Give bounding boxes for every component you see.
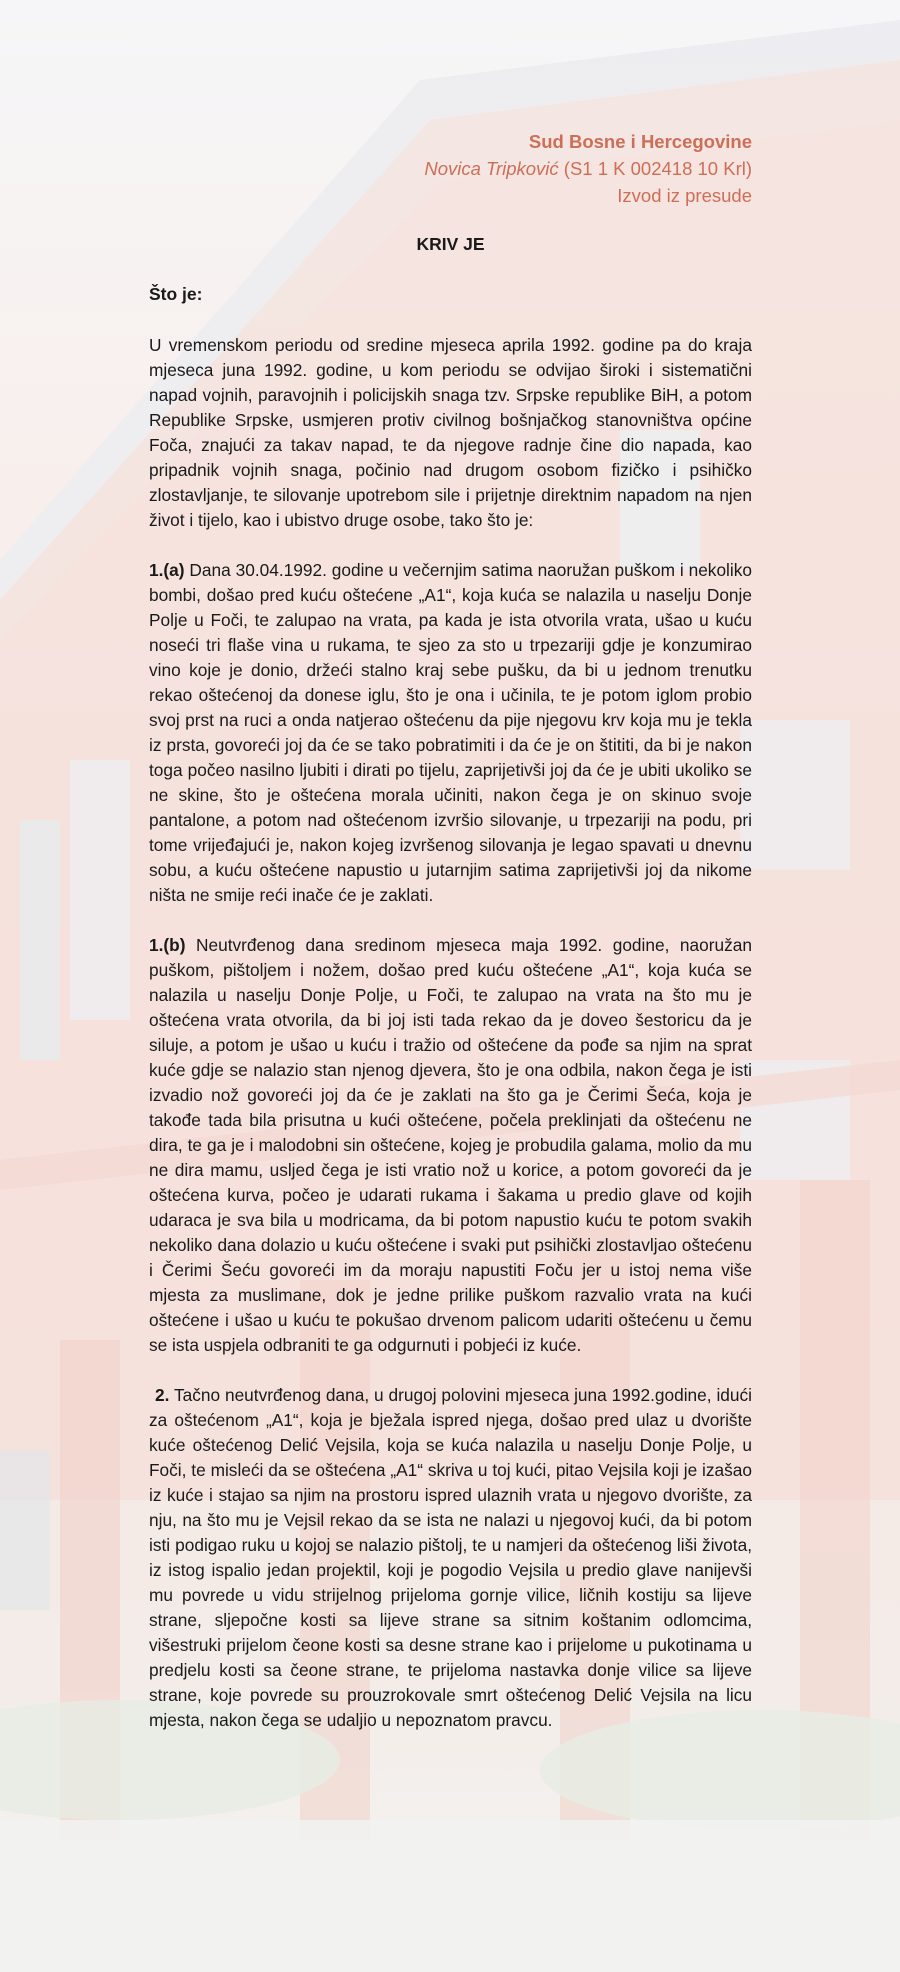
count-1b-text: Neutvrđenog dana sredinom mjeseca maja 1992. godine, naoružan puškom, pištoljem i nožem, došao pred kuću oštećene „A1“, koja kuća se nalazila u naselju Donje Polje, u Foči, te zalupao na vrata na što mu je oštećena vrata otvorila, da bi joj isti tada rekao da je doveo šestoricu da je siluje, a potom je ušao u kuću i tražio od oštećene da pođe sa njim na sprat kuće gdje se nalazio stan njenog djevera, što je ona odbila, nakon čega je isti izvadio nož govoreći joj da će je zaklati na što ga je Čerimi Šeća, koja je takođe tada bila prisutna u kući oštećene, počela preklinjati da oštećenu ne dira, te ga je i malodobni sin oštećene, kojeg je probudila galama, molio da mu ne dira mamu, usljed čega je isti vratio nož u korice, a potom govoreći da je oštećena kurva, počeo je udarati rukama i šakama u predio glave od kojih udaraca je sva bila u modricama, da bi potom napustio kuću te potom svakih nekoliko dana dolazio u kuću oštećene i svaki put psihički zlostavljao oštećenu i Čerimi Šeću govoreći im da moraju napustiti Foču jer u istoj nema više mjesta za muslimane, dok je jedne prilike puškom razvalio vrata na kući oštećene i ušao u kuću te pokušao drvenom palicom udariti oštećenu u čemu se ista uspjela odbraniti te ga odgurnuti i pobjeći iz kuće.: [149, 935, 752, 1355]
intro-label: Što je:: [149, 284, 203, 304]
case-number: (S1 1 K 002418 10 Krl): [563, 158, 752, 179]
count-1a-label: 1.(a): [149, 560, 185, 580]
count-1a-text: Dana 30.04.1992. godine u večernjim satima naoružan puškom i nekoliko bombi, došao pred kuću oštećene „A1“, koja kuća se nalazila u naselju Donje Polje u Foči, te zalupao na vrata, pa kada je ista otvorila vrata, ušao u kuću noseći tri flaše vina u rukama, te sjeo za sto u trpezariji gdje je konzumirao vino koje je donio, držeći stalno kraj sebe pušku, da bi u jednom trenutku rekao oštećenoj da donese iglu, što je ona i učinila, te je potom iglom probio svoj prst na ruci a onda natjerao oštećenu da pije njegovu krv koja mu je tekla iz prsta, govoreći joj da će se tako pobratimiti i da će je on štititi, da bi je nakon toga počeo nasilno ljubiti i dirati po tijelu, zaprijetivši joj da će je ubiti ukoliko se ne skine, što je oštećena morala učiniti, nakon čega je on skinuo svoje pantalone, a potom nad oštećenom izvršio silovanje, u trpezariji na podu, pri tome vrijeđajući je, nakon kojeg izvršenog silovanja je legao spavati u dnevnu sobu, a kuću oštećene napustio u jutarnjim satima zaprijetivši joj da nikome ništa ne smije reći inače će je zaklati.: [149, 560, 752, 905]
intro-paragraph: U vremenskom periodu od sredine mjeseca aprila 1992. godine pa do kraja mjeseca juna 1992. godine, u kom periodu se odvijao široki i sistematični napad vojnih, paravojnih i policijskih snaga tzv. Srpske republike BiH, a potom Republike Srpske, usmjeren protiv civilnog bošnjačkog stanovništva općine Foča, znajući za takav napad, te da njegove radnje čine dio napada, kao pripadnik vojnih snaga, počinio nad drugom osobom fizičko i psihičko zlostavljanje, te silovanje upotrebom sile i prijetnje direktnim napadom na njen život i tijelo, kao i ubistvo druge osobe, tako što je:: [149, 335, 752, 530]
court-header: [424, 128, 752, 209]
verdict-body: [149, 333, 752, 1758]
count-2-paragraph: [149, 1383, 752, 1733]
case-line: [424, 155, 752, 182]
count-1b-label: 1.(b): [149, 935, 186, 955]
count-2-label: 2.: [155, 1385, 170, 1405]
count-2-text: Tačno neutvrđenog dana, u drugoj polovini mjeseca juna 1992.godine, idući za oštećenom „A1“, koja je bježala ispred njega, došao pred ulaz u dvorište kuće oštećenog Delić Vejsila, koja se kuća nalazila u naselju Donje Polje, u Foči, te misleći da se oštećena „A1“ skriva u toj kući, pitao Vejsila koji je izašao iz kuće i stajao sa njim na prostoru ispred ulaznih vrata u njegovo dvorište, za nju, na što mu je Vejsil rekao da se ista ne nalazi u njegovoj kući, da bi potom isti podigao ruku u kojoj se nalazio pištolj, te u namjeri da oštećenog liši života, iz istog ispalio jedan projektil, koji je pogodio Vejsila u predio glave nanijevši mu povrede u vidu strijelnog prijeloma gornje vilice, ličnih kostiju sa lijeve strane, sljepočne kosti sa lijeve strane sa sitnim koštanim odlomcima, višestruki prijelom čeone kosti sa desne strane kao i prijelome u pukotinama u predjelu kosti sa čeone strane, te prijeloma nastavka donje vilice sa lijeve strane, koje povrede su prouzrokovale smrt oštećenog Delić Vejsila na licu mjesta, nakon čega se udaljio u nepoznatom pravcu.: [149, 1385, 752, 1730]
count-1a-paragraph: [149, 558, 752, 908]
accused-name: Novica Tripković: [424, 158, 559, 179]
count-1b-paragraph: [149, 933, 752, 1358]
verdict-title: KRIV JE: [416, 234, 485, 254]
document-subtitle: Izvod iz presude: [617, 185, 752, 206]
court-name: Sud Bosne i Hercegovine: [528, 131, 752, 152]
